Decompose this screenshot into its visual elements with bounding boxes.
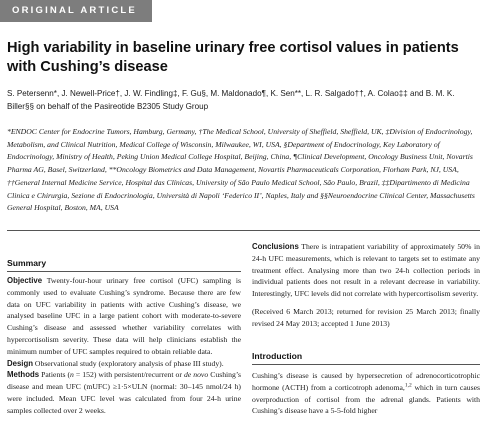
introduction-heading-divider [252, 364, 480, 365]
design-text: Observational study (exploratory analysis of phase III study). [33, 358, 224, 368]
objective-label: Objective [7, 276, 43, 285]
design-label: Design [7, 358, 33, 368]
summary-methods [7, 369, 241, 416]
author-list: S. Petersenn*, J. Newell-Price†, J. W. Findling‡, F. Gu§, M. Maldonado¶, K. Sen**, L. R. Salgado††, A. Colao‡‡ and B. M. K. Biller§§ on behalf of the Pasireotide B2305 Study Group [7, 89, 455, 111]
summary-heading: Summary [7, 258, 47, 268]
methods-n: n [70, 370, 74, 380]
article-title: High variability in baseline urinary free cortisol values in patients with Cushing’s disease [7, 40, 459, 75]
methods-de-novo: de novo [183, 370, 209, 380]
methods-label: Methods [7, 370, 40, 380]
conclusions-label: Conclusions [252, 242, 299, 251]
introduction-text-1: Cushing’s disease is caused by hypersecretion of adrenocorticotrophic hormone (ACTH) from a corticotroph adenoma, [252, 371, 480, 392]
summary-conclusions [252, 241, 480, 300]
introduction-heading: Introduction [252, 351, 303, 361]
introduction-body [252, 370, 480, 417]
conclusions-text: There is intrapatient variability of approximately 50% in 24-h UFC measurements, which is relevant to targets set to estimate any treatment effect. Analysing more than two 24-h collection periods in individual patients does not result in a relevant decrease in variability. Interestingly, UFC levels did not correlate with hypercortisolism severity. [252, 242, 480, 299]
methods-text-2: = 152) with persistent/recurrent or [73, 370, 184, 380]
affiliations-divider [7, 230, 480, 231]
introduction-ref: 1,2 [404, 382, 412, 389]
author-affiliations: *ENDOC Center for Endocrine Tumors, Hamburg, Germany, †The Medical School, University of Sheffield, Sheffield, UK, ‡Division of Endocrinology, Metabolism, and Clinical Nutrition, Medical College of Wisconsin, Milwaukee, WI, USA, §Department of Endocrinology, Key Laboratory of Endocrinology, Ministry of Health, Peking Union Medical College Hospital, Beijing, China, ¶Clinical Development, Oncology Business Unit, Novartis Pharma AG, Basel, Switzerland, **Oncology Biometrics and Data Management, Novartis Pharmaceuticals Corporation, Florham Park, NJ, USA, ††General Internal Medicine Service, Hospital das Clínicas, University of São Paulo Medical School, São Paulo, Brazil, ‡‡Dipartimento di Medicina Clinica e Chirurgia, Sezione di Endocrinologia, Università di Napoli ‘Federico II’, Naples, Italy and §§Neuroendocrine Clinical Center, Massachusetts General Hospital, Boston, MA, USA [7, 127, 475, 213]
summary-column [7, 275, 241, 417]
summary-heading-divider [7, 271, 241, 272]
introduction-text-2: which in turn causes overproduction of cortisol from the adrenal glands. Patients with Cushing’s disease have a 5-5-fold higher [252, 382, 480, 416]
received-dates: (Received 6 March 2013; returned for revision 25 March 2013; finally revised 24 May 2013; accepted 1 June 2013) [252, 306, 480, 328]
objective-text: Twenty-four-hour urinary free cortisol (UFC) sampling is commonly used to evaluate Cushing’s syndrome. Because there are few data on UFC variability in patients with active Cushing’s disease, we analysed baseline UFC in a large patient cohort with moderate-to-severe Cushing’s disease and assessed whether variability correlates with hypercortisolism severity. These data will help clinicians establish the minimum number of UFC samples required to obtain reliable data. [7, 276, 241, 356]
article-type-badge: ORIGINAL ARTICLE [0, 0, 152, 22]
summary-design [7, 358, 241, 370]
methods-text-1: Patients ( [39, 370, 71, 380]
introduction-paragraph [252, 370, 480, 417]
conclusions-column [252, 241, 480, 330]
methods-text-3: Cushing’s disease and mean UFC (mUFC) ≥1·5×ULN (normal: 30–145 nmol/24 h) were included. Mean UFC level was calculated from four 24-h urine samples collected over 2 weeks. [7, 370, 241, 415]
summary-objective [7, 275, 241, 358]
